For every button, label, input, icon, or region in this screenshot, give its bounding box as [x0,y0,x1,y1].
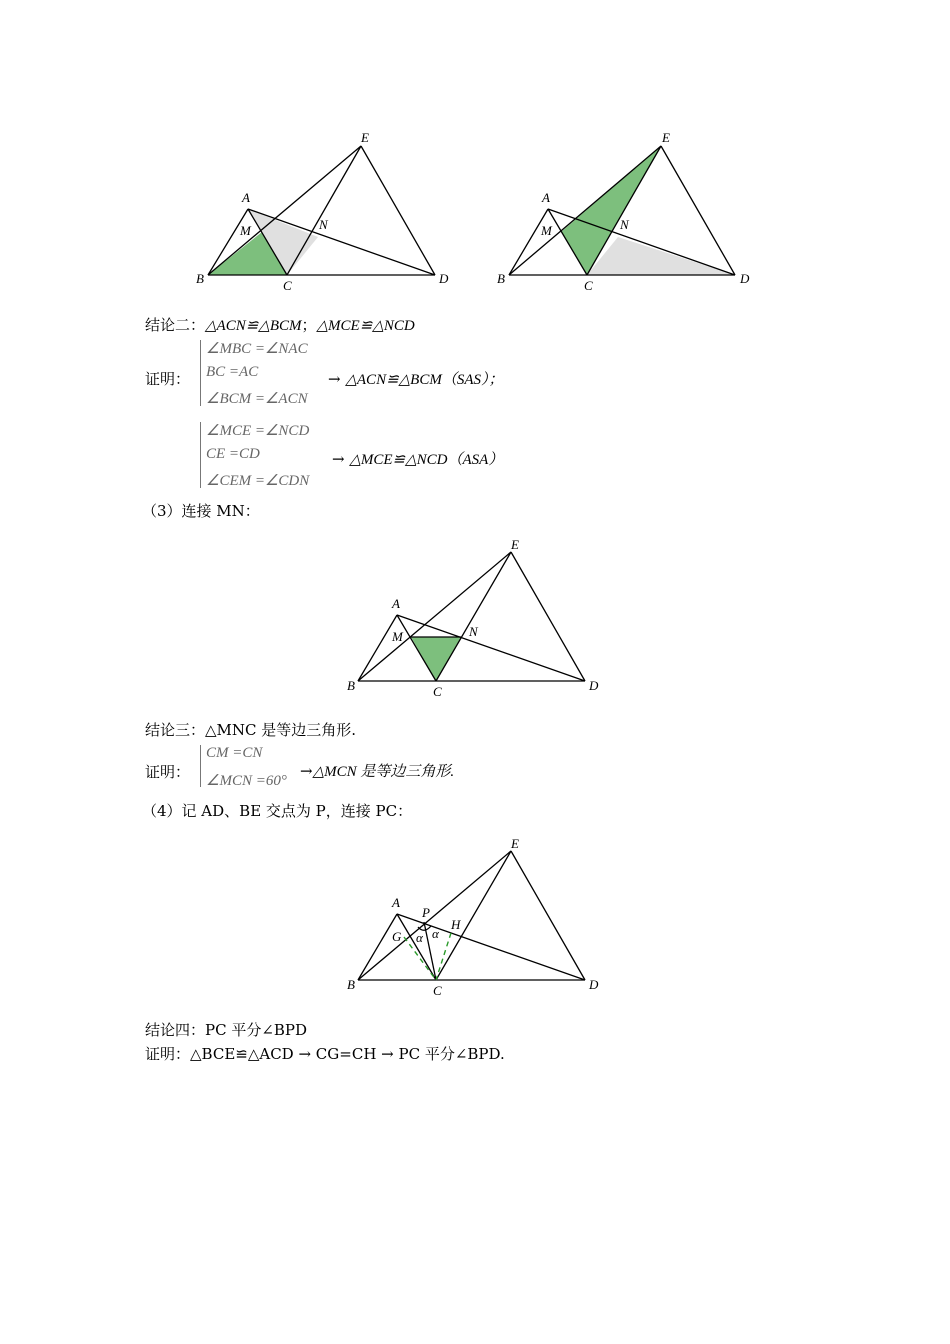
result-2a: → △ACN≌△BCM（SAS）； [328,370,504,388]
condition: CE =CD [206,446,260,462]
condition: ∠MBC =∠NAC [206,341,308,357]
label-e: E [361,130,369,145]
label-h: H [451,917,461,932]
label-d: D [589,977,599,992]
condition: ∠MCE =∠NCD [206,423,310,439]
condition: ∠MCN =60° [206,773,287,789]
label-p: P [422,905,430,920]
label-b: B [347,977,355,992]
label-b: B [196,271,204,286]
label-alpha-right: α [432,926,439,941]
label-d: D [439,271,449,286]
result-3: →△MCN 是等边三角形. [300,762,455,780]
conclusion-4: 结论四：PC 平分∠BPD [145,1021,308,1039]
condition: BC =AC [206,364,259,380]
label-c: C [283,278,292,293]
label-a: A [392,596,400,611]
label-c: C [584,278,593,293]
label-c: C [433,684,442,699]
label-b: B [347,678,355,693]
label-d: D [589,678,599,693]
label-m: M [541,223,552,238]
label-a: A [542,190,550,205]
label-c: C [433,983,442,998]
proof-4: 证明：△BCE≌△ACD → CG=CH → PC 平分∠BPD. [145,1045,505,1063]
proof-label-2a: 证明： [145,370,191,388]
step-4: （4）记 AD、BE 交点为 P，连接 PC： [142,802,413,820]
conclusion-2: 结论二：△ACN≌△BCM；△MCE≌△NCD [145,316,415,334]
label-e: E [511,836,519,851]
step-3: （3）连接 MN： [142,502,260,520]
label-b: B [497,271,505,286]
condition: ∠CEM =∠CDN [206,473,310,489]
label-a: A [392,895,400,910]
condition: CM =CN [206,745,263,761]
label-m: M [392,629,403,644]
label-e: E [511,537,519,552]
label-a: A [242,190,250,205]
label-n: N [620,217,629,232]
conclusion-3: 结论三：△MNC 是等边三角形. [145,721,357,739]
label-m: M [240,223,251,238]
label-g: G [392,929,402,944]
label-e: E [662,130,670,145]
label-n: N [319,217,328,232]
label-n: N [469,624,478,639]
result-2b: → △MCE≌△NCD（ASA） [332,450,504,468]
condition: ∠BCM =∠ACN [206,391,308,407]
proof-label-3: 证明： [145,763,191,781]
label-alpha-left: α [416,930,423,945]
label-d: D [740,271,750,286]
